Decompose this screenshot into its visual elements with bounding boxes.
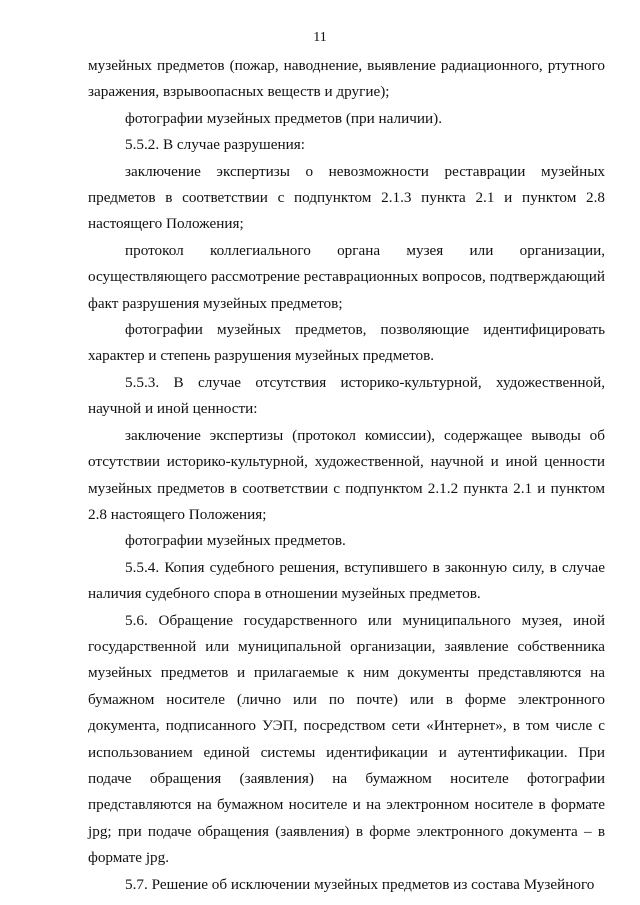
paragraph-expert-conclusion: заключение экспертизы о невозможности реставрации музейных предметов в соответствии с подпунктом 2.1.3 пункта 2.1 и пунктом 2.8 настоящего Положения;	[88, 162, 605, 233]
paragraph-5-5-4: 5.5.4. Копия судебного решения, вступившего в законную силу, в случае наличия судебного спора в отношении музейных предметов.	[88, 558, 605, 603]
paragraph-5-7: 5.7. Решение об исключении музейных предметов из состава Музейного	[125, 875, 595, 893]
paragraph-5-6: 5.6. Обращение государственного или муниципального музея, иной государственной или муниципальной организации, заявление собственника музейных предметов и прилагаемые к ним документы представляются на бумажном носителе (лично или по почте) или в форме электронного документа, подписанного УЭП, посредством сети «Интернет», в том числе с использованием единой системы идентификации и аутентификации. При подаче обращения (заявления) на бумажном носителе фотографии представляются на бумажном носителе и на электронном носителе в формате jpg; при подаче обращения (заявления) в форме электронного документа – в формате jpg.	[88, 611, 605, 867]
paragraph-photos: фотографии музейных предметов.	[125, 532, 346, 550]
paragraph-expert-conclusion-value: заключение экспертизы (протокол комиссии), содержащее выводы об отсутствии историко-культурной, художественной, научной и иной ценности музейных предметов в соответствии с подпунктом 2.1.2 пункта 2.1 и пунктом 2.8 настоящего Положения;	[88, 426, 605, 523]
paragraph-photos-optional: фотографии музейных предметов (при наличии).	[125, 109, 443, 127]
page-number: 11	[313, 30, 327, 45]
paragraph-protocol: протокол коллегиального органа музея или организации, осуществляющего рассмотрение реставрационных вопросов, подтверждающий факт разрушения музейных предметов;	[88, 241, 605, 312]
paragraph-continuation: музейных предметов (пожар, наводнение, выявление радиационного, ртутного заражения, взрывоопасных веществ и другие);	[88, 57, 605, 101]
paragraph-5-5-3-heading: 5.5.3. В случае отсутствия историко-культурной, художественной, научной и иной ценности:	[88, 373, 605, 418]
paragraph-5-5-2-heading: 5.5.2. В случае разрушения:	[125, 136, 305, 154]
document-body	[88, 53, 605, 898]
paragraph-photos-destruction: фотографии музейных предметов, позволяющие идентифицировать характер и степень разрушения музейных предметов.	[88, 321, 605, 365]
